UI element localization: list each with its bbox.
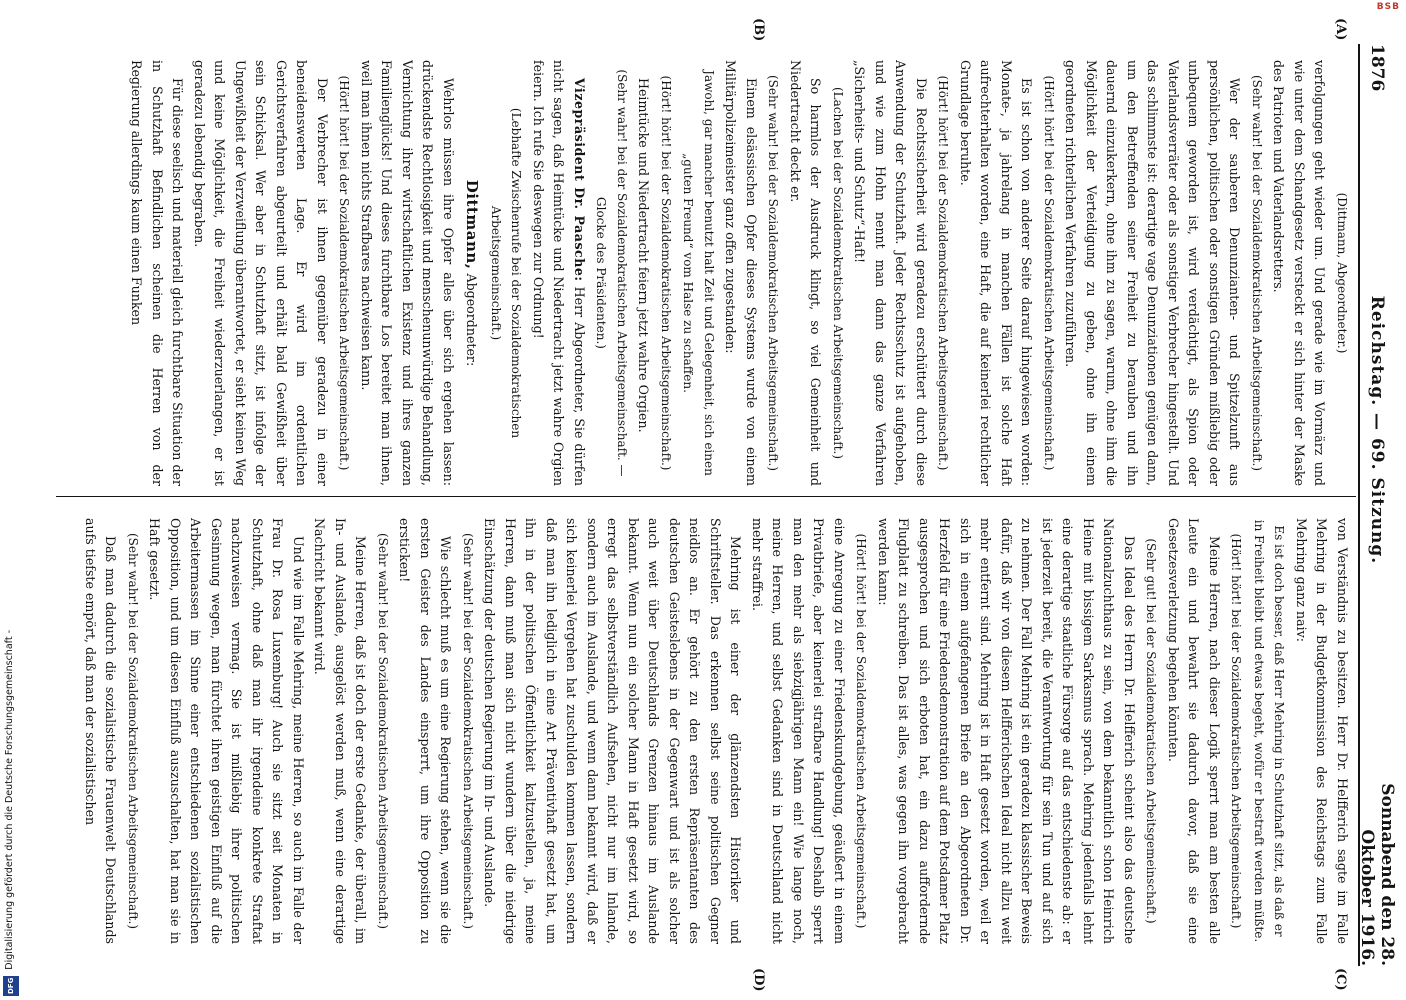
paragraph: Wie schlecht muß es um eine Regierung stehen, wenn sie die ersten Geister des Landes einsperrt, um ihre Opposition zu ersticken! <box>397 518 454 944</box>
speaker-name: Vizepräsident Dr. Paasche: <box>572 78 587 282</box>
interjection: (Sehr gut! bei der Sozialdemokratischen Arbeitsgemeinschaft.) <box>1144 538 1159 924</box>
column-divider <box>56 496 1356 497</box>
interjection: (Lachen bei der Sozialdemokratischen Arbeitsgemeinschaft.) <box>831 86 845 460</box>
margin-marker-c: (C) <box>1333 968 1348 991</box>
paragraph: Daß man dadurch die sozialistische Frauenwelt Deutschlands aufs tiefste empört, daß man der sozialistischen <box>83 518 119 944</box>
paragraph: Die Rechtssicherheit wird geradezu erschüttert durch diese Anwendung der Schutzhaft. Jeder Rechtsschutz ist aufgehoben, und wie zum Hohn nennt man dann das ganze Verfahren „Sicherheits- und Schutz“-Haft! <box>852 60 929 486</box>
left-column <box>62 60 1352 486</box>
speaker-continuation: (Dittmann, Abgeordneter.) <box>1335 192 1349 354</box>
session-date: Sonnabend den 28. Oktober 1916. <box>1357 783 1397 966</box>
speaker-name: Dittmann, <box>463 179 482 270</box>
paragraph: Für diese seelisch und materiell gleich furchtbare Situation der in Schutzhaft Befindlichen scheinen die Herren von der Regierung allerdings kaum einen Funken <box>129 60 186 486</box>
interjection: (Hört! hört! bei der Sozialdemokratischen Arbeitsgemeinschaft.) <box>659 75 673 471</box>
interjection: (Hört! hört! bei der Sozialdemokratischen Arbeitsgemeinschaft.) <box>1229 533 1244 929</box>
paragraph: eine Anregung zu einer Friedenskundgebung, geäußert in einem Privatbriefe, aber keinerlei strafbare Handlung! Deshalb sperrt man den mehr als siebzigjährigen Mann ein! Wie lange noch, meine Herren, und selbst Gedanken sind in Deutschland nicht mehr straffrei. <box>750 518 847 944</box>
interjection: (Lebhafte Zwischenrufe bei der Sozialdemokratischen Arbeitsgemeinschaft.) <box>489 107 524 439</box>
margin-marker-a: (A) <box>1333 18 1348 41</box>
paragraph: Meine Herren, daß ist doch der erste Gedanke, der überall, im In- und Auslande, ausgelöst werden muß, wenn eine derartige Nachricht bekannt wird. <box>312 518 369 944</box>
paragraph: Meine Herren, nach dieser Logik sperrt man am besten alle Leute ein und bewahrt sie dadurch davor, daß sie eine Gesetzesverletzung begehen könnten. <box>1166 518 1222 944</box>
paragraph: Wehrlos müssen ihre Opfer alles über sich ergehen lassen: drückendste Rechtlosigkeit und menschenunwürdige Behandlung, Vernichtung ihrer wirtschaftlichen Existenz und ihres ganzen Familienglücks! Und dieses furchtbare Los bereitet man ihnen, weil man ihnen nichts Strafbares nachweisen kann. <box>359 60 456 486</box>
dfg-logo: DFG <box>3 976 19 996</box>
paragraph: Der Verbrecher ist ihnen gegenüber geradezu in einer beneidenswerten Lage. Er wird im ordentlichen Gerichtsverfahren abgeurteilt und erhält bald Gewißheit über sein Schicksal. Wer aber in Schutzhaft sitzt, ist infolge der Ungewißheit der Verzweiflung überantwortet, er sieht keinen Weg und keine Möglichkeit, die Freiheit wiederzuerlangen, er ist geradezu lebendig begraben. <box>192 60 330 486</box>
interjection: (Hört! hört! bei der Sozialdemokratischen Arbeitsgemeinschaft.) <box>854 533 869 929</box>
bsb-mark: BSB <box>1376 2 1400 12</box>
remark-text: Herr Abgeordneter, Sie dürfen nicht sagen, daß Heimtücke und Niedertracht jetzt wahre Orgien feiern. Ich rufe Sie deswegen zur Ordnung! <box>531 60 587 486</box>
credit-text: Digitalisierung gefördert durch die Deutsche Forschungsgemeinschaft - <box>4 630 15 970</box>
page-number: 1876 <box>1367 44 1387 92</box>
digitization-credit <box>0 0 22 1000</box>
paragraph: Und wie im Falle Mehring, meine Herren, so auch im Falle der Frau Dr. Rosa Luxemburg! Auch sie sitzt seit Monaten in Schutzhaft, ohne daß man ihr irgendeine konkrete Straftat nachzuweisen vermag. Sie ist mißliebig ihrer politischen Gesinnung wegen, man fürchtet ihren geistigen Einfluß auf die Arbeitermassen im Sinne einer entschiedenen sozialistischen Opposition, und um diesen Einfluß auszuschalten, hat man sie in Haft gesetzt. <box>147 518 306 944</box>
interjection: (Sehr wahr! bei der Sozialdemokratischen Arbeitsgemeinschaft.) <box>1250 75 1264 471</box>
interjection: (Sehr wahr! bei der Sozialdemokratischen Arbeitsgemeinschaft.) <box>766 75 781 471</box>
paragraph: Das Ideal des Herrn Dr. Helfferich scheint also das deutsche Nationalzuchthaus zu sein, von dem bekanntlich schon Heinrich Heine mit bissigem Sarkasmus sprach. Mehring jedenfalls lehnt eine derartige staatliche Fürsorge auf das entschiedenste ab: er ist jederzeit bereit, die Verantwortung für sein Tun und auf sich zu nehmen. Der Fall Mehring ist ein geradezu klassischer Beweis dafür, daß wir von diesem Helfferichschen Ideal nicht allzu weit mehr entfernt sind. Mehring ist in Haft gesetzt worden, weil er sich in einem aufgefangenen Briefe an den Abgeordneten Dr. Herzfeld für eine Friedensdemonstration auf dem Potsdamer Platz ausgesprochen und sich erboten hat, ein dazu auffordernde Flugblatt zu schreiben. Das ist alles, was gegen ihn vorgebracht werden kann: <box>876 518 1137 944</box>
interjection: (Sehr wahr! bei der Sozialdemokratischen Arbeitsgemeinschaft. — Glocke des Präsidenten.) <box>594 69 629 477</box>
paragraph: Es ist schon von anderer Seite darauf hingewiesen worden: Monate-, ja jahrelang in manchen Fällen ist solche Haft aufrechterhalten worden, eine Haft, die auf keinerlei rechtlicher Grundlage beruhte. <box>958 60 1035 486</box>
interjection: (Hört! hört! bei der Sozialdemokratischen Arbeitsgemeinschaft.) <box>936 75 951 471</box>
page-header <box>1357 44 1397 966</box>
interjection: (Hört! hört! bei der Sozialdemokratischen Arbeitsgemeinschaft.) <box>337 75 352 471</box>
paragraph: von Verständnis zu besitzen. Herr Dr. Helfferich sagte im Falle Mehring in der Budgetkommission des Reichstags zum Falle Mehring ganz naiv: <box>1294 518 1350 944</box>
vice-president-remark <box>528 60 590 486</box>
paragraph: verfolgungen geht wieder um. Und gerade wie im Vormärz und wie unter dem Schandgesetz versteckt er sich hinter der Maske des Patrioten und Vaterlandsretters. <box>1271 60 1328 486</box>
interjection: (Sehr wahr! bei der Sozialdemokratischen Arbeitsgemeinschaft.) <box>126 533 140 929</box>
paragraph: So harmlos der Ausdruck klingt, so viel Gemeinheit und Niedertracht deckt er. <box>788 60 824 486</box>
interjection: (Sehr wahr! bei der Sozialdemokratischen Arbeitsgemeinschaft.) <box>376 533 390 929</box>
header-rule <box>1358 44 1360 966</box>
paragraph: Einem elsässischen Opfer dieses Systems wurde von einem Militärpolizeimeister ganz offen zugestanden: <box>723 60 759 486</box>
right-column <box>62 518 1352 944</box>
margin-marker-b: (B) <box>751 18 766 42</box>
paragraph: Wer der sauberen Denunzianten- und Spitzelzunft aus persönlichen, politischen oder sonstigen Gründen mißliebig oder unbequem geworden ist, wird verdächtigt, als Spion oder Vaterlandsverräter oder als sonstiger Verbrecher hingestellt. Und das schlimmste ist: derartige vage Denunziationen genügen dann, um den Betreffenden seiner Freiheit zu berauben und ihn dauernd einzukerkern, ohne ihm zu sagen, warum, ohne ihm die Möglichkeit der Verteidigung zu geben, ohne ihn einem geordneten richterlichen Verfahren zuzuführen. <box>1063 60 1243 486</box>
page-title: Reichstag. — 69. Sitzung. <box>1367 295 1387 565</box>
paragraph: Mehring ist einer der glänzendsten Historiker und Schriftsteller. Das erkennen selbst seine politischen Gegner neidlos an. Er gehört zu den ersten Repräsentanten des deutschen Geisteslebens in der Gegenwart und ist als solcher auch weit über Deutschlands Grenzen hinaus im Auslande bekannt. Wenn nun ein solcher Mann in Haft gesetzt wird, so erregt das selbstverständlich Aufsehen, nicht nur im Inlande, sondern auch im Auslande, und wenn dann bekannt wird, daß er sich keinerlei Vergehen hat zuschulden kommen lassen, sondern daß man ihn lediglich in eine Art Präventivhaft gesetzt hat, um ihn in der politischen Öffentlichkeit kaltzustellen, ja, meine Herren, dann muß man sich nicht wundern über die niedrige Einschätzung der deutschen Regierung im In- und Auslande. <box>482 518 744 944</box>
quotation: Jawohl, gar mancher benutzt halt Zeit und Gelegenheit, sich einen „guten Freund“ vom Halse zu schaffen. <box>681 70 716 476</box>
interjection: (Hört! hört! bei der Sozialdemokratischen Arbeitsgemeinschaft.) <box>1042 75 1056 471</box>
speaker-role: Abgeordneter: <box>464 273 480 367</box>
speaker-heading <box>461 60 483 486</box>
paragraph: Heimtücke und Niedertracht feiern jetzt wahre Orgien. <box>636 78 652 433</box>
margin-marker-d: (D) <box>751 968 766 992</box>
quotation: Es ist doch besser, daß Herr Mehring in Schutzhaft sitzt, als daß er in Freiheit bleibt und etwas begeht, wofür er bestraft werden müßte. <box>1252 519 1287 943</box>
interjection: (Sehr wahr! bei der Sozialdemokratischen Arbeitsgemeinschaft.) <box>461 533 475 929</box>
